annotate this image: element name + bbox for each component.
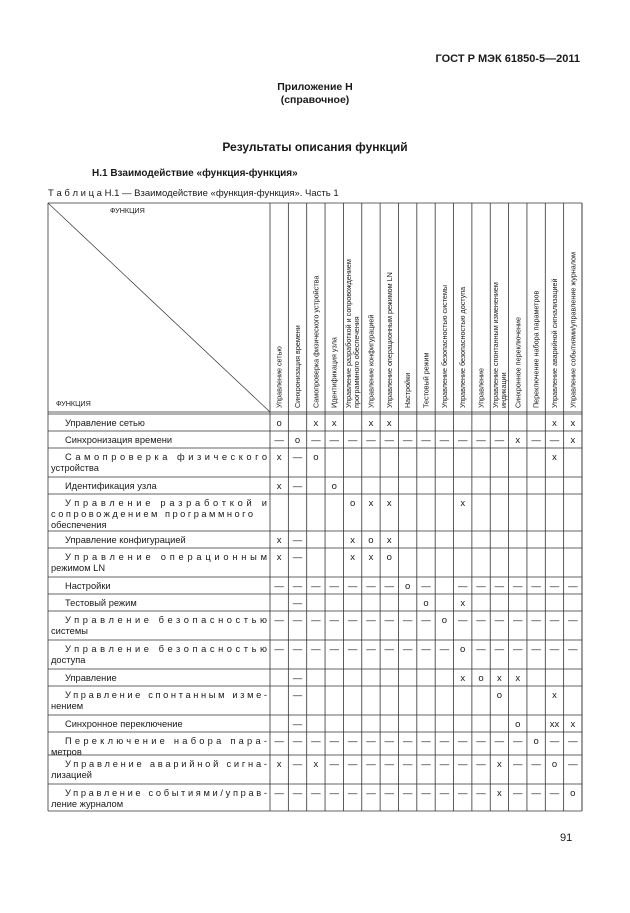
row-label: нением bbox=[51, 701, 84, 711]
matrix-cell: — bbox=[366, 581, 376, 592]
row-label: Управление сетью bbox=[65, 418, 145, 428]
corner-label-top: ФУНКЦИЯ bbox=[110, 206, 145, 215]
matrix-cell: — bbox=[531, 788, 541, 799]
matrix-cell: xx bbox=[549, 719, 560, 730]
matrix-cell: — bbox=[292, 535, 303, 546]
matrix-cell: — bbox=[476, 759, 486, 770]
row-label: Настройки bbox=[65, 581, 111, 591]
matrix-cell: — bbox=[476, 615, 486, 626]
matrix-cell: — bbox=[568, 581, 578, 592]
matrix-cell: — bbox=[311, 581, 321, 592]
matrix-cell: — bbox=[549, 615, 560, 626]
row-label: Управление безопасностью bbox=[65, 615, 267, 625]
row-label: Синхронное переключение bbox=[65, 719, 183, 729]
matrix-cell: x bbox=[460, 598, 466, 609]
column-header: Синхронное переключение bbox=[513, 317, 523, 408]
matrix-cell: x bbox=[460, 673, 466, 684]
column-header: Управление bbox=[476, 368, 486, 408]
matrix-cell: — bbox=[531, 581, 541, 592]
matrix-cell: — bbox=[476, 788, 486, 799]
matrix-cell: — bbox=[531, 759, 541, 770]
matrix-cell: — bbox=[513, 759, 523, 770]
matrix-cell: x bbox=[552, 418, 557, 429]
matrix-cell: — bbox=[274, 615, 284, 626]
matrix-cell: — bbox=[513, 736, 523, 747]
matrix-cell: — bbox=[292, 452, 303, 463]
matrix-cell: — bbox=[568, 736, 578, 747]
matrix-cell: — bbox=[494, 435, 505, 446]
matrix-cell: — bbox=[384, 788, 395, 799]
matrix-cell: — bbox=[402, 759, 413, 770]
column-header: Самопроверка физического устройства bbox=[311, 275, 321, 408]
matrix-cell: — bbox=[421, 788, 431, 799]
matrix-cell: — bbox=[549, 644, 560, 655]
matrix-cell: o bbox=[423, 598, 429, 609]
matrix-cell: x bbox=[276, 535, 282, 546]
matrix-cell: — bbox=[311, 736, 321, 747]
matrix-cell: — bbox=[402, 615, 413, 626]
matrix-cell: o bbox=[276, 418, 282, 429]
matrix-cell: — bbox=[329, 644, 339, 655]
matrix-cell: — bbox=[513, 615, 523, 626]
matrix-cell: — bbox=[513, 581, 523, 592]
matrix-cell: — bbox=[329, 788, 339, 799]
column-header: Управление разработкой и сопровождением bbox=[344, 259, 354, 408]
matrix-cell: — bbox=[402, 435, 413, 446]
matrix-cell: — bbox=[366, 788, 376, 799]
matrix-cell: x bbox=[497, 759, 502, 770]
matrix-cell: — bbox=[347, 644, 358, 655]
matrix-cell: x bbox=[350, 535, 355, 546]
column-header: Управление спонтанным изменением bbox=[490, 282, 500, 408]
matrix-cell: — bbox=[568, 644, 578, 655]
matrix-cell: o bbox=[551, 759, 558, 770]
matrix-cell: — bbox=[384, 759, 395, 770]
matrix-cell: x bbox=[570, 435, 576, 446]
matrix-cell: o bbox=[404, 581, 411, 592]
matrix-cell: — bbox=[274, 644, 284, 655]
matrix-cell: x bbox=[386, 418, 392, 429]
matrix-cell: — bbox=[457, 435, 468, 446]
matrix-cell: — bbox=[292, 481, 303, 492]
row-label: сопровождением программного bbox=[51, 509, 253, 519]
matrix-cell: x bbox=[276, 481, 282, 492]
matrix-cell: — bbox=[347, 615, 358, 626]
matrix-cell: x bbox=[368, 418, 374, 429]
matrix-cell: o bbox=[386, 552, 392, 563]
matrix-cell: — bbox=[311, 435, 321, 446]
column-header: Управление событиями/управление журналом bbox=[568, 252, 578, 408]
row-label: Тестовый режим bbox=[65, 598, 137, 608]
matrix-cell: — bbox=[421, 759, 431, 770]
column-header: Управление аварийной сигнализацией bbox=[549, 278, 559, 408]
matrix-cell: x bbox=[386, 535, 392, 546]
matrix-cell: x bbox=[368, 498, 374, 509]
column-header: Идентификация узла bbox=[329, 337, 339, 408]
matrix-cell: — bbox=[439, 435, 450, 446]
matrix-cell: — bbox=[347, 759, 358, 770]
matrix-cell: o bbox=[570, 788, 576, 799]
matrix-cell: — bbox=[494, 736, 505, 747]
row-label: Переключение набора пара- bbox=[65, 736, 267, 746]
column-header: Управление сетью bbox=[274, 346, 284, 408]
matrix-cell: — bbox=[476, 581, 486, 592]
matrix-cell: o bbox=[331, 481, 337, 492]
matrix-cell: — bbox=[402, 736, 413, 747]
matrix-cell: x bbox=[552, 690, 557, 701]
matrix-cell: — bbox=[347, 435, 358, 446]
matrix-cell: — bbox=[274, 788, 284, 799]
matrix-cell: o bbox=[460, 644, 466, 655]
column-header: индикации bbox=[498, 372, 508, 408]
column-header: Настройки bbox=[403, 372, 413, 408]
matrix-cell: — bbox=[274, 736, 284, 747]
matrix-cell: o bbox=[478, 673, 484, 684]
matrix-cell: — bbox=[476, 435, 486, 446]
matrix-cell: — bbox=[402, 644, 413, 655]
matrix-cell: — bbox=[311, 615, 321, 626]
matrix-cell: — bbox=[384, 644, 395, 655]
matrix-cell: — bbox=[439, 788, 450, 799]
matrix-cell: x bbox=[276, 452, 282, 463]
matrix-cell: — bbox=[347, 736, 358, 747]
row-label: Самопроверка физического bbox=[65, 452, 267, 462]
matrix-cell: — bbox=[549, 736, 560, 747]
matrix-cell: — bbox=[457, 581, 468, 592]
matrix-cell: o bbox=[441, 615, 448, 626]
matrix-cell: x bbox=[552, 452, 557, 463]
matrix-cell: — bbox=[402, 788, 413, 799]
row-label: обеспечения bbox=[51, 520, 107, 530]
column-header: Синхронизация времени bbox=[293, 325, 303, 408]
column-header: Управление конфигурацией bbox=[366, 314, 376, 408]
matrix-cell: — bbox=[384, 615, 395, 626]
matrix-cell: — bbox=[384, 736, 395, 747]
matrix-cell: o bbox=[368, 535, 374, 546]
matrix-cell: — bbox=[292, 719, 303, 730]
matrix-cell: x bbox=[497, 673, 502, 684]
matrix-cell: — bbox=[366, 759, 376, 770]
matrix-cell: — bbox=[366, 736, 376, 747]
matrix-cell: — bbox=[421, 644, 431, 655]
matrix-cell: — bbox=[439, 736, 450, 747]
matrix-cell: — bbox=[347, 788, 358, 799]
matrix-cell: o bbox=[349, 498, 356, 509]
subsection-title: Н.1 Взаимодействие «функция-функция» bbox=[92, 168, 298, 179]
matrix-cell: — bbox=[329, 581, 339, 592]
matrix-cell: — bbox=[439, 644, 450, 655]
matrix-cell: — bbox=[347, 581, 358, 592]
matrix-cell: — bbox=[421, 435, 431, 446]
matrix-cell: — bbox=[494, 615, 505, 626]
annex-subtitle: (справочное) bbox=[280, 94, 350, 106]
matrix-cell: o bbox=[496, 690, 503, 701]
matrix-cell: x bbox=[570, 418, 576, 429]
table-caption: Т а б л и ц а Н.1 — Взаимодействие «функция-функция». Часть 1 bbox=[48, 188, 339, 199]
row-label: устройства bbox=[51, 463, 99, 473]
matrix-cell: o bbox=[294, 435, 301, 446]
matrix-cell: x bbox=[350, 552, 355, 563]
matrix-cell: — bbox=[421, 615, 431, 626]
matrix-cell: — bbox=[292, 759, 303, 770]
matrix-cell: x bbox=[276, 759, 282, 770]
matrix-cell: o bbox=[533, 736, 539, 747]
row-label: Управление bbox=[65, 673, 117, 683]
row-label: Идентификация узла bbox=[65, 481, 157, 491]
matrix-cell: x bbox=[331, 418, 337, 429]
matrix-cell: — bbox=[292, 581, 303, 592]
matrix-cell: — bbox=[311, 788, 321, 799]
matrix-cell: — bbox=[531, 644, 541, 655]
matrix-cell: — bbox=[292, 673, 303, 684]
matrix-cell: — bbox=[292, 788, 303, 799]
matrix-cell: — bbox=[292, 552, 303, 563]
matrix-cell: — bbox=[568, 615, 578, 626]
matrix-cell: — bbox=[457, 615, 468, 626]
matrix-cell: — bbox=[366, 644, 376, 655]
column-header: Управление безопасностью доступа bbox=[458, 286, 468, 408]
matrix-cell: — bbox=[549, 788, 560, 799]
matrix-cell: o bbox=[313, 452, 319, 463]
matrix-cell: — bbox=[457, 788, 468, 799]
section-title: Результаты описания функций bbox=[222, 140, 408, 154]
matrix-cell: — bbox=[531, 615, 541, 626]
column-header: Тестовый режим bbox=[421, 352, 431, 408]
matrix-cell: — bbox=[292, 736, 303, 747]
matrix-cell: — bbox=[457, 736, 468, 747]
matrix-cell: x bbox=[368, 552, 374, 563]
matrix-cell: — bbox=[292, 644, 303, 655]
matrix-cell: x bbox=[313, 759, 319, 770]
matrix-cell: — bbox=[384, 581, 395, 592]
matrix-cell: o bbox=[515, 719, 521, 730]
matrix-cell: x bbox=[515, 673, 521, 684]
annex-title: Приложение Н bbox=[277, 81, 353, 93]
matrix-cell: — bbox=[274, 581, 284, 592]
matrix-cell: — bbox=[329, 759, 339, 770]
matrix-cell: — bbox=[549, 581, 560, 592]
row-label: Управление конфигурацией bbox=[65, 535, 186, 545]
matrix-cell: — bbox=[568, 759, 578, 770]
matrix-cell: x bbox=[313, 418, 319, 429]
matrix-cell: x bbox=[497, 788, 502, 799]
column-header: Переключение набора параметров bbox=[531, 290, 541, 408]
matrix-cell: — bbox=[329, 736, 339, 747]
matrix-cell: — bbox=[329, 435, 339, 446]
column-header: Управление операционным режимом LN bbox=[384, 272, 394, 408]
row-label: Управление спонтанным изме- bbox=[65, 690, 267, 700]
matrix-cell: — bbox=[513, 644, 523, 655]
matrix-cell: — bbox=[549, 435, 560, 446]
matrix-cell: — bbox=[311, 644, 321, 655]
row-label: системы bbox=[51, 626, 88, 636]
matrix-cell: — bbox=[274, 435, 284, 446]
matrix-cell: — bbox=[366, 435, 376, 446]
matrix-cell: — bbox=[292, 598, 303, 609]
column-header: программного обеспечения bbox=[352, 316, 362, 408]
column-header: Управление безопасностью системы bbox=[439, 284, 449, 408]
matrix-cell: — bbox=[513, 788, 523, 799]
matrix-cell: — bbox=[421, 736, 431, 747]
corner-diagonal bbox=[48, 203, 270, 412]
matrix-cell: x bbox=[515, 435, 521, 446]
matrix-cell: x bbox=[276, 552, 282, 563]
row-label: Управление событиями/управ- bbox=[65, 788, 268, 798]
matrix-cell: — bbox=[531, 435, 541, 446]
document-code: ГОСТ Р МЭК 61850-5—2011 bbox=[435, 53, 580, 65]
matrix-cell: — bbox=[292, 690, 303, 701]
matrix-cell: — bbox=[457, 759, 468, 770]
row-label: Управление операционным bbox=[65, 552, 267, 562]
row-label: Управление безопасностью bbox=[65, 644, 267, 654]
matrix-cell: — bbox=[384, 435, 395, 446]
row-label: лизацией bbox=[51, 770, 92, 780]
row-label: ление журналом bbox=[51, 799, 124, 809]
matrix-cell: — bbox=[366, 615, 376, 626]
row-label: Управление аварийной сигна- bbox=[65, 759, 267, 769]
row-label: метров bbox=[51, 747, 82, 757]
page-number: 91 bbox=[560, 832, 573, 844]
row-label: Управление разработкой и bbox=[65, 498, 267, 508]
matrix-cell: x bbox=[460, 498, 466, 509]
matrix-cell: — bbox=[329, 615, 339, 626]
matrix-cell: — bbox=[494, 644, 505, 655]
matrix-cell: — bbox=[476, 644, 486, 655]
row-label: Синхронизация времени bbox=[65, 435, 173, 445]
row-label: доступа bbox=[51, 655, 86, 665]
row-label: режимом LN bbox=[51, 563, 106, 573]
matrix-cell: — bbox=[421, 581, 431, 592]
matrix-cell: — bbox=[476, 736, 486, 747]
matrix-cell: — bbox=[494, 581, 505, 592]
matrix-cell: x bbox=[570, 719, 576, 730]
matrix-cell: x bbox=[386, 498, 392, 509]
matrix-cell: — bbox=[292, 615, 303, 626]
matrix-cell: — bbox=[439, 759, 450, 770]
corner-label-bottom: ФУНКЦИЯ bbox=[56, 399, 91, 408]
